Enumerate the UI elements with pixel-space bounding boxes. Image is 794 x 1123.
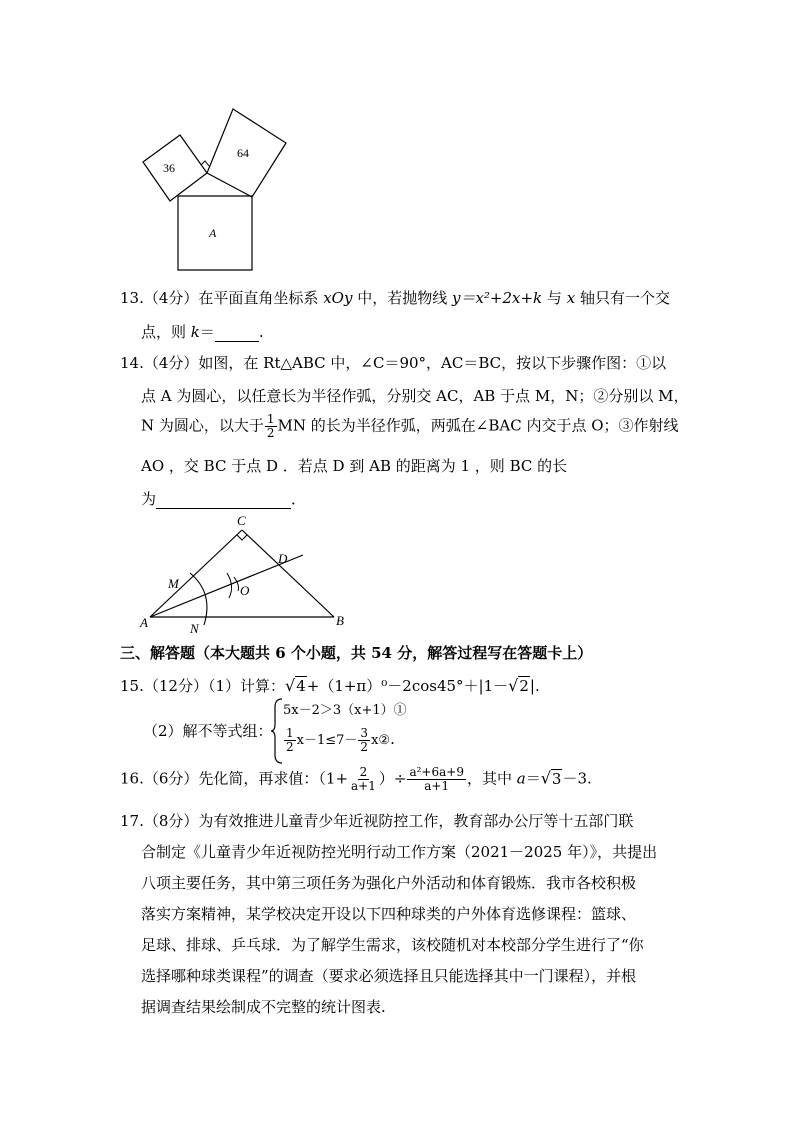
q17-text: 足球、排球、乒乓球．为了解学生需求，该校随机对本校部分学生进行了“你 [141,936,644,954]
q13-formula: y＝x²+2x+k [451,289,543,307]
q14-text: MN 的长为半径作弧，两弧在∠BAC 内交于点 O；③作射线 [277,416,679,435]
frac-den: 2 [266,426,275,440]
frac-den: 2 [286,740,294,754]
figure-pythagoras-squares [135,105,295,275]
q13-x: x [566,289,576,307]
q13-answer-blank[interactable] [215,323,259,342]
ineq1-text: 5x－2＞3（x+1）① [283,703,407,718]
q13-number: 13. [120,289,144,307]
q16-text: －3. [562,769,592,788]
q16-radicand: 3 [551,769,562,788]
inequality-2 [283,727,395,754]
q15-number: 15. [120,677,144,695]
q15-score: （12分） [143,677,208,695]
section-3-title: 三、解答题（本大题共 6 个小题，共 54 分，解答过程写在答题卡上） [120,644,593,662]
q17-text: 为有效推进儿童青少年近视防控工作，教育部办公厅等十五部门联 [198,812,634,830]
label-a: A [140,615,148,630]
frac-num: 1 [286,726,294,740]
sqrt-symbol: √ [540,768,551,788]
frac-num: 1 [266,412,275,426]
figure-triangle-construction [138,513,353,635]
ineq2-text: x－1≤7－ [296,733,358,748]
q17-text: 落实方案精神，某学校决定开设以下四种球类的户外体育选修课程：篮球、 [141,905,637,923]
section-3-heading [120,642,592,663]
frac-den: 2 [360,740,369,754]
q13-line1 [120,287,670,308]
q17-line1 [120,810,633,831]
inequality-1 [283,699,407,718]
q17-line7 [141,996,386,1017]
q15-text: . [390,730,395,748]
label-n: N [190,621,199,635]
right-angle-mark [237,535,247,540]
q15-line2 [143,720,273,741]
q17-score: （8分） [143,812,199,830]
q14-line1 [120,352,666,373]
q14-fraction [265,413,277,440]
q14-text: 点 A 为圆心，以任意长为半径作弧，分别交 AC，AB 于点 M，N；②分别以 M， [141,387,689,405]
ineq2-frac [284,727,296,754]
q14-line2 [141,385,688,406]
q14-line5 [141,488,306,509]
label-m: M [168,576,179,591]
q13-text: 点，则 [141,323,191,341]
q16-score: （6分） [143,769,199,788]
q13-text: . [258,323,264,341]
q15-text: （2）解不等式组： [143,722,273,740]
q17-line5 [141,934,644,955]
q13-text: 与 [542,289,567,307]
label-o: O [240,583,250,598]
q17-text: 选择哪种球类课程”的调查（要求必须选择且只能选择其中一门课程），并根 [141,967,637,985]
label-c: C [237,513,246,528]
q14-line4 [141,455,567,476]
q16-frac2 [407,766,466,793]
q14-text: AO ，交 BC 于点 D ．若点 D 到 AB 的距离为 1 ，则 BC 的长 [141,457,568,475]
ineq2-frac2 [358,727,370,754]
frac-num: a²+6a+9 [409,765,464,779]
frac-num: 3 [360,726,369,740]
q16-text: ，其中 [466,769,517,788]
q14-line3 [141,413,679,440]
q16-text: 先化简，再求值：（1+ [198,769,349,788]
q17-text: 八项主要任务，其中第三项任务为强化户外活动和体育锻炼．我市各校积极 [141,874,637,892]
q15-text: （1）计算： [207,677,285,695]
arc-o-2 [234,577,239,591]
frac-den: a+1 [351,779,376,793]
q13-text: 在平面直角坐标系 [198,289,324,307]
sqrt-symbol: √ [508,676,519,695]
q13-k: k [190,323,200,341]
q16-text: ＝ [525,769,541,788]
q17-line6 [141,965,636,986]
system-brace [270,698,284,764]
label-a: A [209,226,217,240]
q17-text: 合制定《儿童青少年近视防控光明行动工作方案（2021－2025 年）》，共提出 [141,843,658,861]
q15-text: +（1+π）⁰－2cos45°＋|1－ [306,677,509,695]
q14-text: 为 [141,490,157,508]
q16-a: a [516,769,526,788]
q17-line2 [141,841,657,862]
q13-line2 [141,321,264,342]
q14-text: 如图，在 Rt△ABC 中，∠C＝90°，AC＝BC，按以下步骤作图：①以 [198,354,667,372]
q13-text: 轴只有一个交 [575,289,670,307]
q17-line3 [141,872,636,893]
label-36: 36 [163,161,175,175]
q13-score: （4分） [143,289,199,307]
q17-text: 据调查结果绘制成不完整的统计图表. [141,998,386,1016]
label-b: B [336,613,344,628]
frac-den: a+1 [424,779,450,793]
q14-score: （4分） [143,354,199,372]
q17-number: 17. [120,812,144,830]
q14-text: ． [291,490,307,508]
q13-text: 中，若抛物线 [352,289,452,307]
square-36 [143,135,207,201]
q15-radicand: 2 [519,677,529,695]
q16-frac1 [349,766,378,793]
label-d: D [278,551,288,566]
sqrt-symbol: √ [285,676,296,695]
q16-number: 16. [120,769,144,788]
frac-num: 2 [359,765,368,779]
q17-line4 [141,903,636,924]
q14-number: 14. [120,354,144,372]
q15-text: |. [529,677,540,695]
q16-line1 [120,766,592,793]
ineq2-text: x② [371,733,391,748]
q15-line1 [120,675,540,696]
q14-text: N 为圆心，以大于 [141,416,264,435]
q15-radicand: 4 [296,677,306,695]
label-64: 64 [237,146,249,160]
q13-text: ＝ [199,323,215,341]
q16-text: ）÷ [378,769,407,788]
q13-xoy: xOy [323,289,353,307]
segment-ac [150,530,242,617]
q14-answer-blank[interactable] [156,490,291,509]
